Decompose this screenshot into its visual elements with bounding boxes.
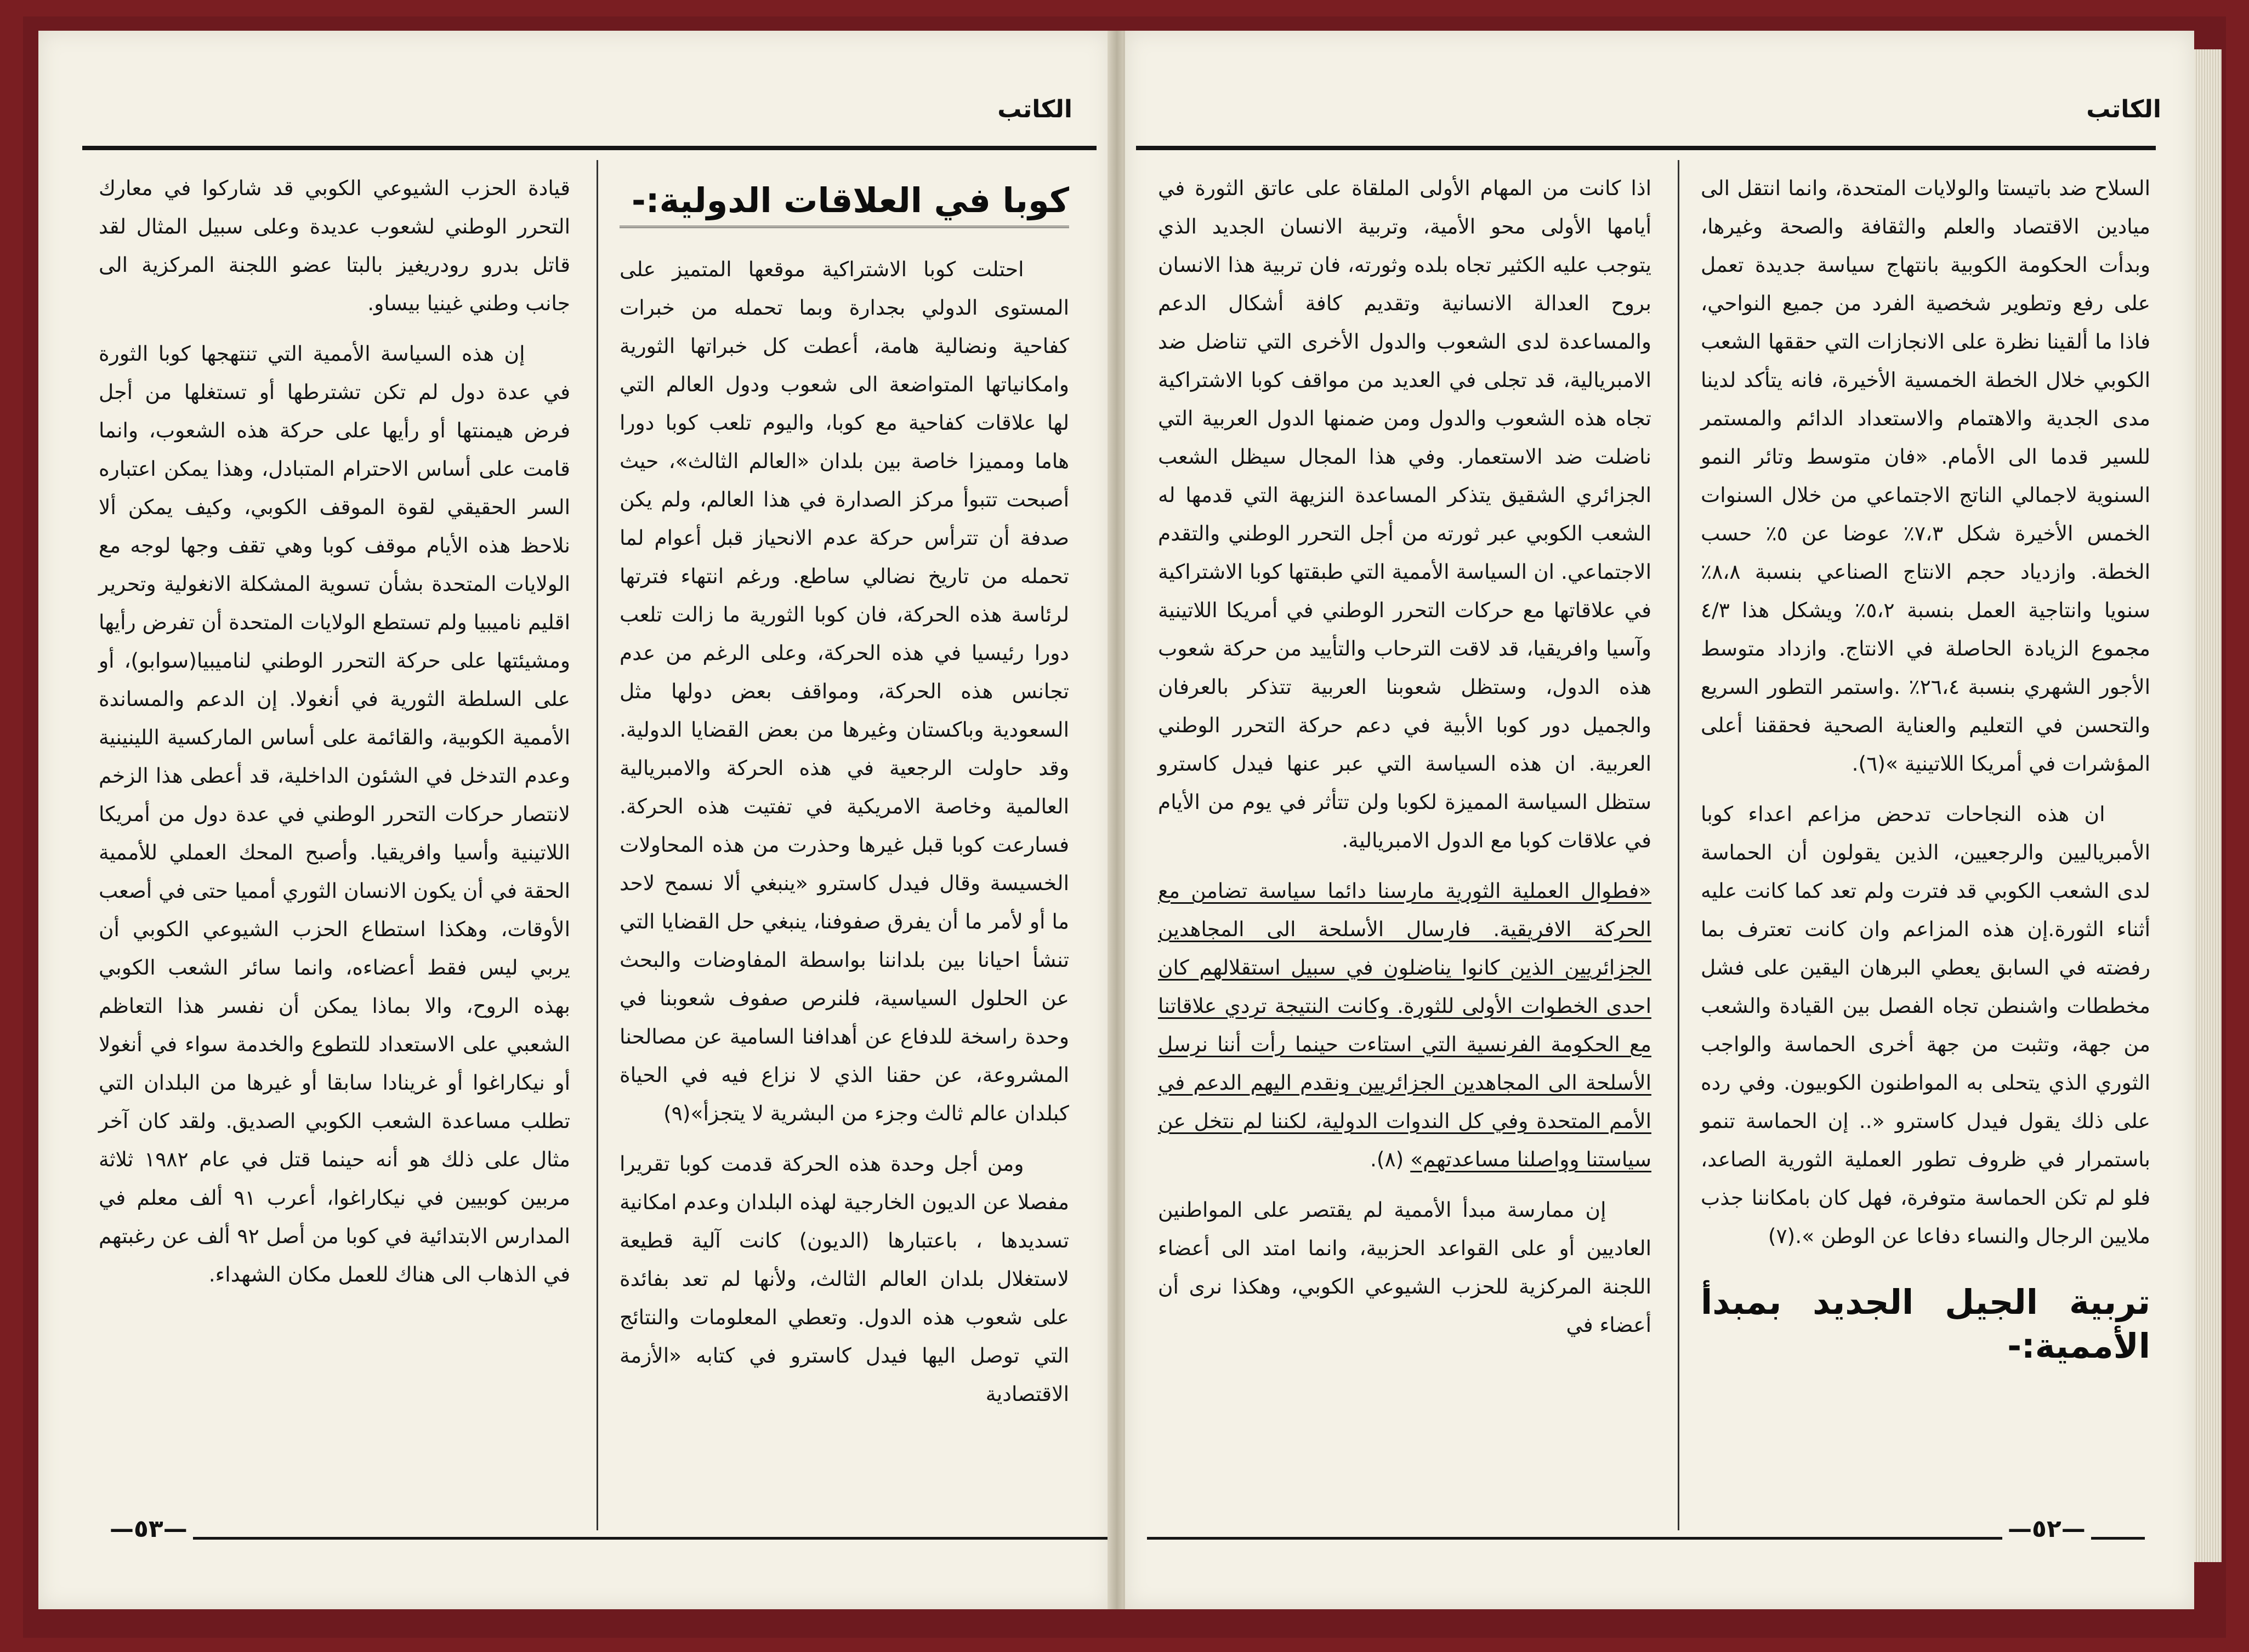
running-header: الكاتب	[2086, 95, 2161, 123]
left-page	[38, 31, 1113, 1609]
left-page-column-left	[99, 169, 570, 1294]
header-rule	[82, 146, 1097, 150]
running-header: الكاتب	[997, 95, 1072, 123]
footer-rule	[137, 1537, 1108, 1540]
underlined-quote: «فطوال العملية الثورية مارسنا دائما سياسة تضامن مع الحركة الافريقية. فارسال الأسلحة الى المجاهدين الجزائريين الذين كانوا يناضلون في سبيل استقلالهم كان احدى الخطوات الأولى للثورة. وكانت النتيجة تردي علاقاتنا مع الحكومة الفرنسية التي استاءت حينما رأت أننا نرسل الأسلحة الى المجاهدين الجزائريين ونقدم اليهم الدعم في الأمم المتحدة وفي كل الندوات الدولية، لكننا لم نتخل عن سياستنا وواصلنا مساعدتهم»	[1158, 879, 1651, 1171]
paragraph: اذا كانت من المهام الأولى الملقاة على عاتق الثورة في أيامها الأولى محو الأمية، وتربية الانسان الجديد الذي يتوجب عليه الكثير تجاه بلده وثورته، فان تربية هذا الانسان بروح العدالة الانسانية وتقديم كافة أشكال الدعم والمساعدة لدى الشعوب والدول الأخرى التي تناضل ضد الامبريالية، قد تجلى في العديد من مواقف كوبا الاشتراكية تجاه هذه الشعوب والدول ومن ضمنها الدول العربية التي ناضلت ضد الاستعمار. وفي هذا المجال سيظل الشعب الجزائري الشقيق يتذكر المساعدة النزيهة التي قدمها له الشعب الكوبي عبر ثورته من أجل التحرر الوطني والتقدم الاجتماعي. ان السياسة الأممية التي طبقتها كوبا الاشتراكية في علاقاتها مع حركات التحرر الوطني في أمريكا اللاتينية وآسيا وافريقيا، قد لاقت الترحاب والتأييد من حركة شعوب هذه الدول، وستظل شعوبنا العربية تتذكر بالعرفان والجميل دور كوبا الأبية في دعم حركة التحرر الوطني العربية. ان هذه السياسة التي عبر عنها فيدل كاسترو ستظل السياسة المميزة لكوبا ولن تتأثر في يوم من الأيام في علاقات كوبا مع الدول الامبريالية.	[1158, 176, 1651, 852]
section-heading: كوبا في العلاقات الدولية:-	[620, 179, 1069, 228]
left-page-column-right	[620, 169, 1069, 1413]
column-separator	[1678, 160, 1679, 1530]
paragraph: احتلت كوبا الاشتراكية موقعها المتميز على المستوى الدولي بجدارة وبما تحمله من خبرات كفاحية ونضالية هامة، أعطت كل خبراتها الثورية وامكانياتها المتواضعة الى شعوب ودول العالم التي لها علاقات كفاحية مع كوبا، واليوم تلعب كوبا دورا هاما ومميزا خاصة بين بلدان «العالم الثالث»، حيث أصبحت تتبوأ مركز الصدارة في هذا العالم، ولم يكن صدفة أن تترأس حركة عدم الانحياز قبل أعوام لما تحمله من تاريخ نضالي ساطع. ورغم انتهاء فترتها لرئاسة هذه الحركة، فان كوبا الثورية ما زالت تلعب دورا رئيسيا في هذه الحركة، وعلى الرغم من عدم تجانس هذه الحركة، ومواقف بعض دولها مثل السعودية وباكستان وغيرها من بعض القضايا الدولية. وقد حاولت الرجعية في هذه الحركة والامبريالية العالمية وخاصة الامريكية في تفتيت هذه الحركة. فسارعت كوبا قبل غيرها وحذرت من هذه المحاولات الخسيسة وقال فيدل كاسترو «ينبغي ألا نسمح لاحد ما أو لأمر ما أن يفرق صفوفنا، ينبغي حل القضايا التي تنشأ احيانا بين بلداننا بواسطة المفاوضات والبحث عن الحلول السياسية، فلنرص صفوف شعوبنا في وحدة راسخة للدفاع عن أهدافنا السامية عن مصالحنا المشروعة، عن حقنا الذي لا نزاع فيه في الحياة كبلدان عالم ثالث وجزء من البشرية لا يتجزأ»(٩)	[620, 257, 1069, 1125]
right-page-column-left	[1158, 169, 1651, 1344]
right-page-column-right	[1701, 169, 2150, 1390]
quoted-passage	[1158, 871, 1651, 1178]
footnote-ref: (٨).	[1370, 1147, 1411, 1171]
page-number: —٥٣—	[104, 1515, 193, 1543]
header-rule	[1136, 146, 2156, 150]
paragraph: السلاح ضد باتيستا والولايات المتحدة، وانما انتقل الى ميادين الاقتصاد والعلم والثقافة والصحة وغيرها، وبدأت الحكومة الكوبية بانتهاج سياسة جديدة تعمل على رفع وتطوير شخصية الفرد من جميع النواحي، فاذا ما ألقينا نظرة على الانجازات التي حققها الشعب الكوبي خلال الخطة الخمسية الأخيرة، فانه يتأكد لدينا مدى الجدية والاهتمام والاستعداد الدائم والمستمر للسير قدما الى الأمام. «فان متوسط وتائر النمو السنوية لاجمالي الناتج الاجتماعي من خلال السنوات الخمس الأخيرة شكل ٧،٣٪ عوضا عن ٥٪ حسب الخطة. وازدياد حجم الانتاج الصناعي بنسبة ٨،٨٪ سنويا وانتاجية العمل بنسبة ٥،٢٪ ويشكل هذا ٤/٣ مجموع الزيادة الحاصلة في الانتاج. وازداد متوسط الأجور الشهري بنسبة ٢٦،٤٪ .واستمر التطور السريع والتحسن في التعليم والعناية الصحية فحققنا أعلى المؤشرات في أمريكا اللاتينية »(٦).	[1701, 176, 2151, 776]
paragraph: إن ممارسة مبدأ الأممية لم يقتصر على المواطنين العاديين أو على القواعد الحزبية، وانما امتد الى أعضاء اللجنة المركزية للحزب الشيوعي الكوبي، وهكذا نرى أن أعضاء في	[1158, 1198, 1651, 1337]
right-page	[1123, 31, 2194, 1609]
page-number: —٥٢—	[2002, 1515, 2091, 1543]
paragraph: قيادة الحزب الشيوعي الكوبي قد شاركوا في معارك التحرر الوطني لشعوب عديدة وعلى سبيل المثال لقد قاتل بدرو رودريغيز بالبتا عضو اللجنة المركزية الى جانب وطني غينيا بيساو.	[99, 176, 570, 315]
paragraph: إن هذه السياسة الأممية التي تنتهجها كوبا الثورة في عدة دول لم تكن تشترطها أو تستغلها من أجل فرض هيمنتها أو رأيها على حركة هذه الشعوب، وانما قامت على أساس الاحترام المتبادل، وهذا يمكن اعتباره السر الحقيقي لقوة الموقف الكوبي، وكيف يمكن ألا نلاحظ هذه الأيام موقف كوبا وهي تقف وجها لوجه مع الولايات المتحدة بشأن تسوية المشكلة الانغولية وتحرير اقليم ناميبيا ولم تستطع الولايات المتحدة أن تفرض رأيها ومشيئتها على حركة التحرر الوطني لناميبيا(سوابو)، أو على السلطة الثورية في أنغولا. إن الدعم والمساندة الأممية الكوبية، والقائمة على أساس الماركسية اللينينية وعدم التدخل في الشئون الداخلية، قد أعطى هذا الزخم لانتصار حركات التحرر الوطني في عدة دول من أمريكا اللاتينية وأسيا وافريقيا. وأصبح المحك العملي للأممية الحقة في أن يكون الانسان الثوري أمميا حتى في أصعب الأوقات، وهكذا استطاع الحزب الشيوعي الكوبي أن يربي ليس فقط أعضاءه، وانما سائر الشعب الكوبي بهذه الروح، والا بماذا يمكن أن نفسر هذا التعاظم الشعبي على الاستعداد للتطوع والخدمة سواء في أنغولا أو نيكاراغوا أو غرينادا سابقا أو غيرها من البلدان التي تطلب مساعدة الشعب الكوبي الصديق. ولقد كان آخر مثال على ذلك هو أنه حينما قتل في عام ١٩٨٢ ثلاثة مربين كوبيين في نيكاراغوا، أعرب ٩١ ألف معلم في المدارس الابتدائية في كوبا من أصل ٩٢ ألف عن رغبتهم في الذهاب الى هناك للعمل مكان الشهداء.	[99, 341, 570, 1286]
section-heading: تربية الجيل الجديد بمبدأ الأممية:-	[1701, 1282, 2150, 1366]
footer-rule	[1147, 1537, 2145, 1540]
book-spread	[23, 16, 2226, 1638]
paragraph: ان هذه النجاحات تدحض مزاعم اعداء كوبا الأمبرياليين والرجعيين، الذين يقولون أن الحماسة لدى الشعب الكوبي قد فترت ولم تعد كما كانت عليه أثناء الثورة.إن هذه المزاعم وان كانت تعترف بما رفضته في السابق يعطي البرهان اليقين على فشل مخططات واشنطن تجاه الفصل بين القيادة والشعب من جهة، وتثبت من جهة أخرى الحماسة والواجب الثوري الذي يتحلى به المواطنون الكوبيون. وفي رده على ذلك يقول فيدل كاسترو «.. إن الحماسة تنمو باستمرار في ظروف تطور العملية الثورية الصاعد، فلو لم تكن الحماسة متوفرة، فهل كان بامكاننا جذب ملايين الرجال والنساء دفاعا عن الوطن ».(٧)	[1701, 802, 2150, 1248]
paragraph: ومن أجل وحدة هذه الحركة قدمت كوبا تقريرا مفصلا عن الديون الخارجية لهذه البلدان وعدم امكانية تسديدها ، باعتبارها (الديون) كانت آلية قطيعة لاستغلال بلدان العالم الثالث، ولأنها لم تعد بفائدة على شعوب هذه الدول. وتعطي المعلومات والنتائج التي توصل اليها فيدل كاسترو في كتابه «الأزمة الاقتصادية	[620, 1152, 1069, 1406]
column-separator	[597, 160, 598, 1530]
